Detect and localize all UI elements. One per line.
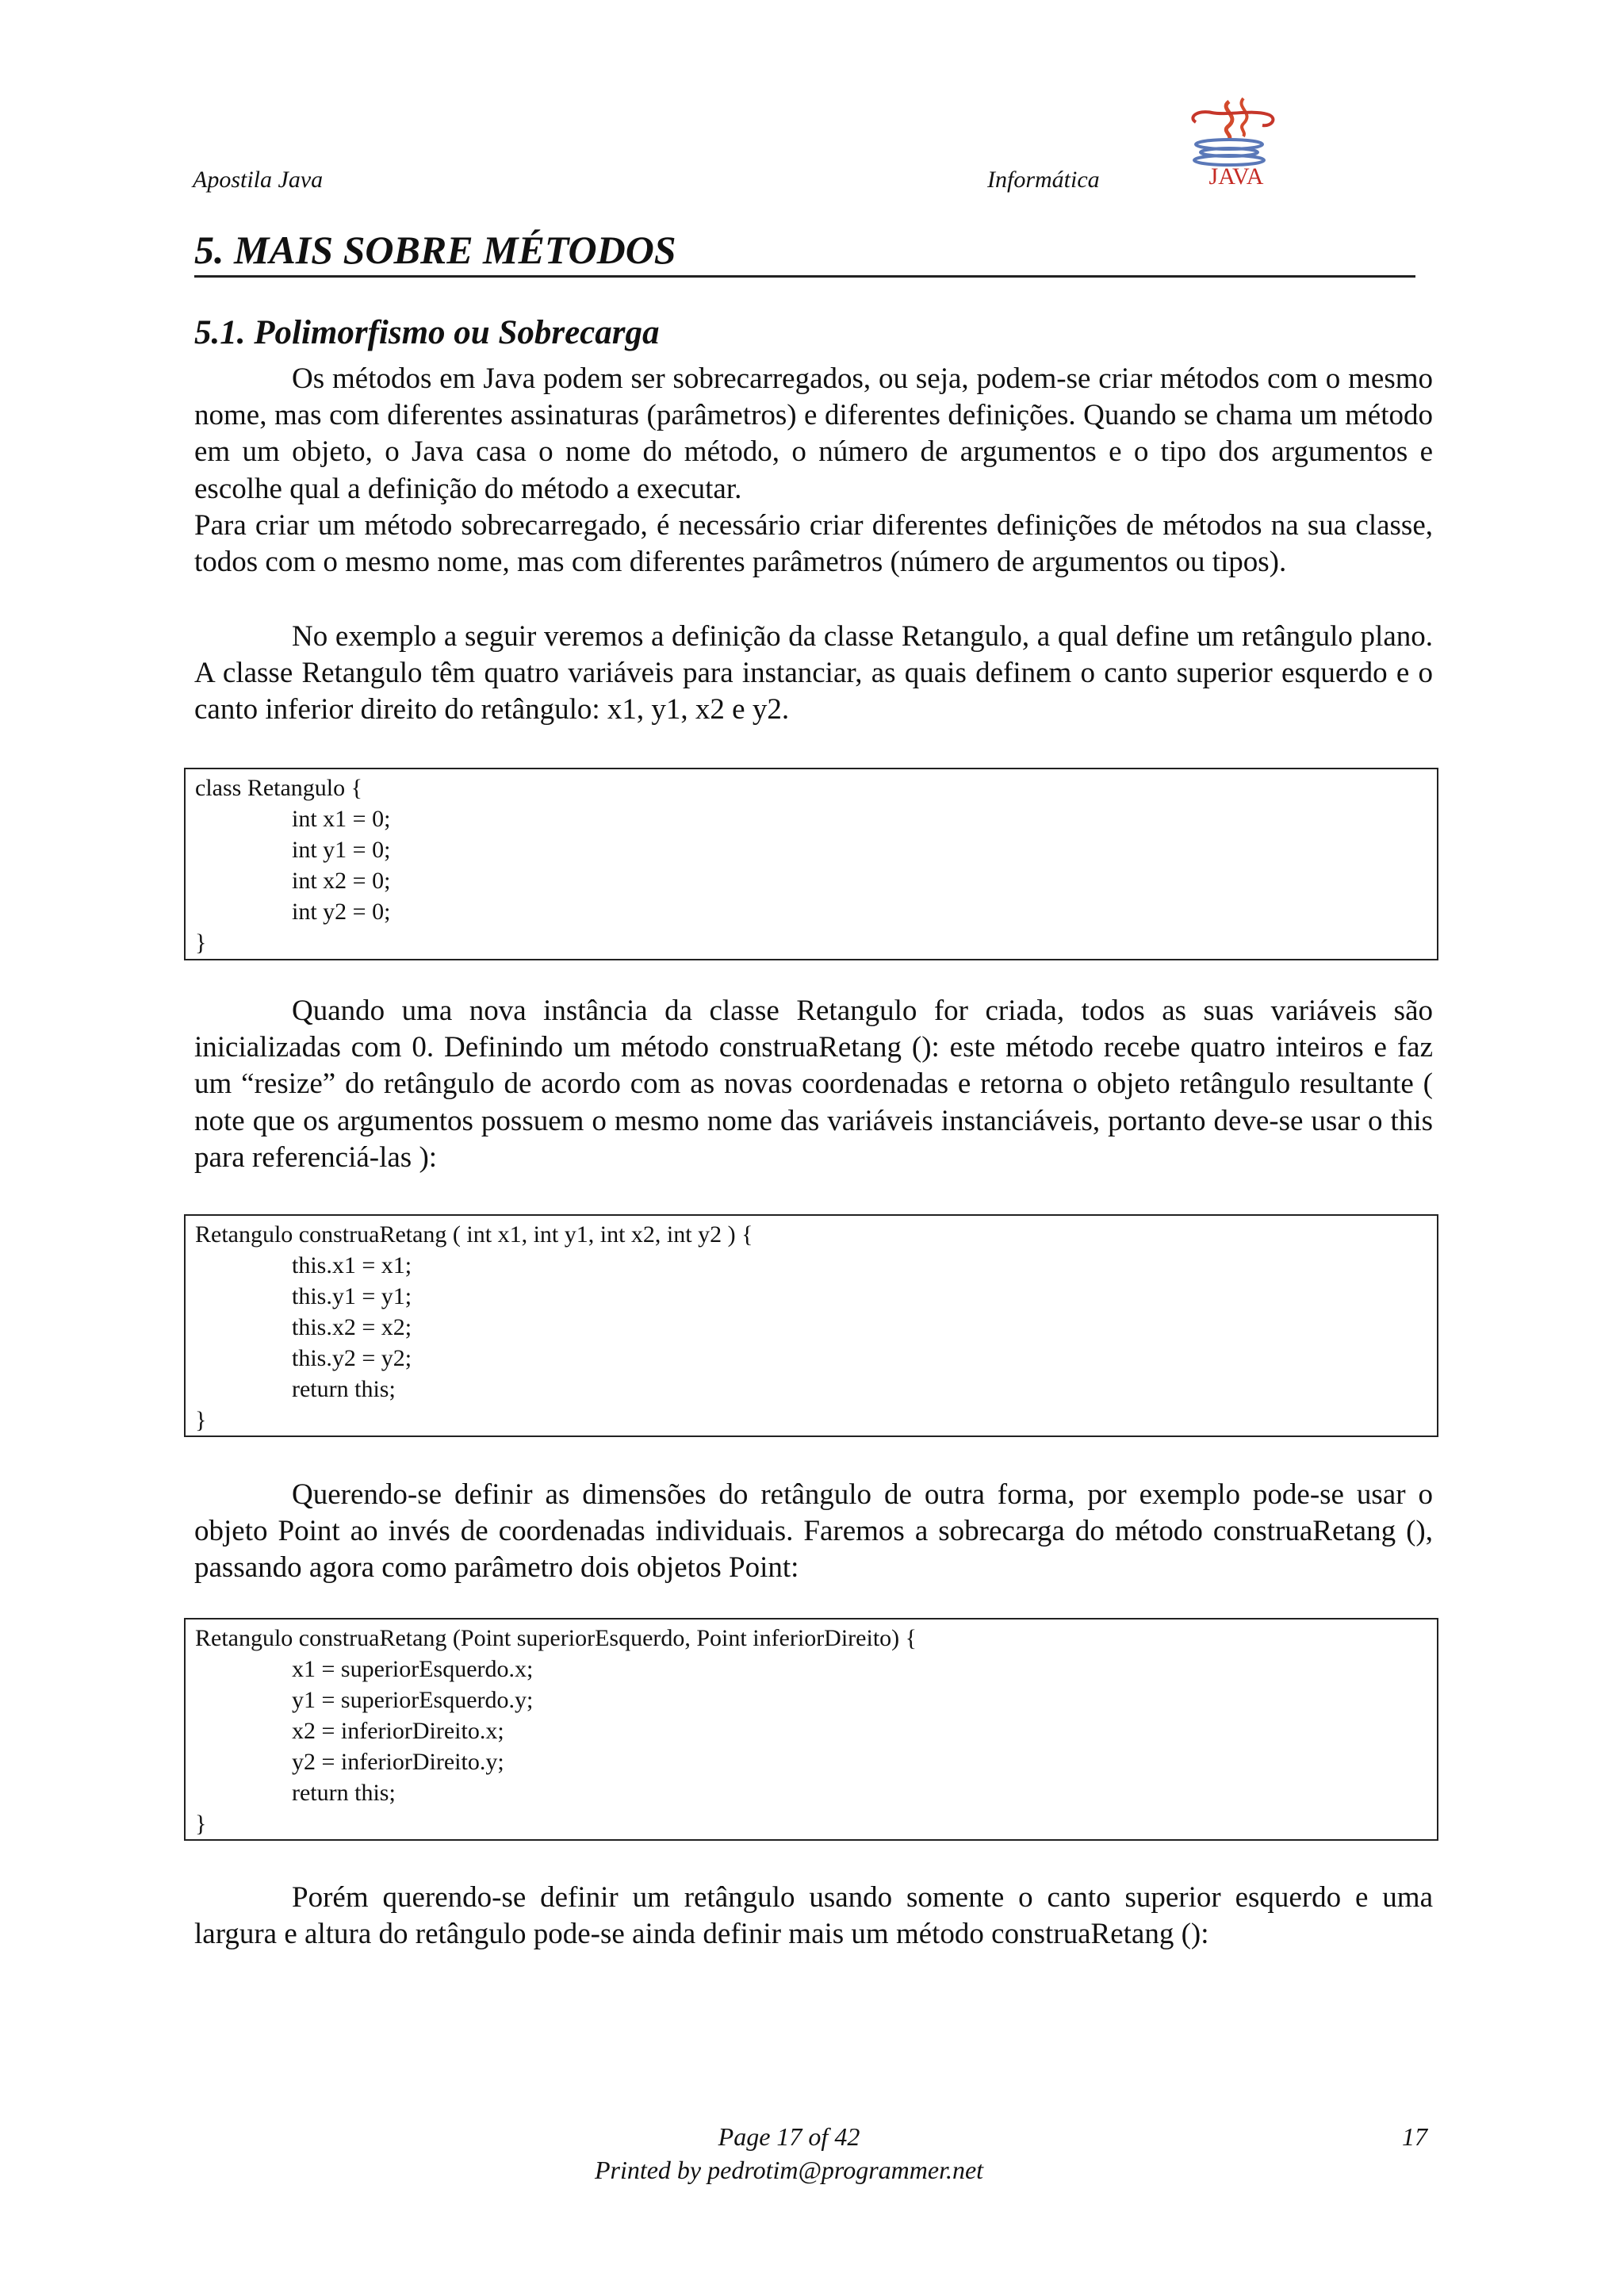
code-line: return this; xyxy=(292,1780,396,1806)
java-logo xyxy=(1180,95,1293,190)
java-logo-text: JAVA xyxy=(1208,163,1264,190)
code-line: int y2 = 0; xyxy=(292,899,391,925)
footer-printed-by: Printed by pedrotim@programmer.net xyxy=(594,2156,984,2184)
code-line: } xyxy=(195,1811,207,1837)
code-line: Retangulo construaRetang (Point superiorEsquerdo, Point inferiorDireito) { xyxy=(195,1625,917,1651)
code-line: return this; xyxy=(292,1376,396,1402)
code-line: int y1 = 0; xyxy=(292,837,391,863)
code-block-construa-retang-points xyxy=(184,1618,1438,1841)
section-title: 5.1. Polimorfismo ou Sobrecarga xyxy=(194,314,660,351)
paragraph-construa-retang: Quando uma nova instância da classe Retangulo for criada, todos as suas variáveis são inicializadas com 0. Definindo um método construaRetang (): este método recebe quatro inteiros e faz um “resize” do retângulo de acordo com as novas coordenadas e retorna o objeto retângulo resultante ( note que os argumentos possuem o mesmo nome das variáveis instanciáveis, portanto deve-se usar o this para referenciá-las ): xyxy=(194,995,1433,1174)
code-block-retangulo-class xyxy=(184,768,1438,960)
code-line: } xyxy=(195,1407,207,1433)
code-line: y2 = inferiorDireito.y; xyxy=(292,1749,504,1775)
code-line: y1 = superiorEsquerdo.y; xyxy=(292,1687,534,1713)
paragraph-create-overloaded: Para criar um método sobrecarregado, é necessário criar diferentes definições de métodos na sua classe, todos com o mesmo nome, mas com diferentes parâmetros (número de argumentos ou tipos). xyxy=(194,509,1433,579)
paragraph-retangulo-example: No exemplo a seguir veremos a definição da classe Retangulo, a qual define um retângulo plano. A classe Retangulo têm quatro variáveis para instanciar, as quais definem o canto superior esquerdo e o canto inferior direito do retângulo: x1, y1, x2 e y2. xyxy=(194,620,1433,726)
code-line: this.x1 = x1; xyxy=(292,1252,412,1278)
paragraph-point-overload: Querendo-se definir as dimensões do retângulo de outra forma, por exemplo pode-se usar o objeto Point ao invés de coordenadas individuais. Faremos a sobrecarga do método construaRetang (), passando agora como parâmetro dois objetos Point: xyxy=(194,1478,1433,1585)
chapter-title: 5. MAIS SOBRE MÉTODOS xyxy=(194,226,1415,278)
code-line: x2 = inferiorDireito.x; xyxy=(292,1718,504,1744)
code-line: this.y2 = y2; xyxy=(292,1345,412,1371)
code-line: this.x2 = x2; xyxy=(292,1314,412,1340)
footer-page-number: 17 xyxy=(1402,2122,1427,2151)
code-line: class Retangulo { xyxy=(195,775,363,801)
paragraph-overloading-intro: Os métodos em Java podem ser sobrecarregados, ou seja, podem-se criar métodos com o mesmo nome, mas com diferentes assinaturas (parâmetros) e diferentes definições. Quando se chama um método em um objeto, o Java casa o nome do método, o número de argumentos e o tipo dos argumentos e escolhe qual a definição do método a executar. xyxy=(194,362,1433,505)
paragraph-width-height: Porém querendo-se definir um retângulo usando somente o canto superior esquerdo e uma largura e altura do retângulo pode-se ainda definir mais um método construaRetang (): xyxy=(194,1881,1433,1951)
header-doc-title: Apostila Java xyxy=(193,167,324,193)
footer-page-of: Page 17 of 42 xyxy=(718,2122,860,2151)
code-line: x1 = superiorEsquerdo.x; xyxy=(292,1656,534,1682)
code-line: Retangulo construaRetang ( int x1, int y1, int x2, int y2 ) { xyxy=(195,1221,753,1248)
code-line: this.y1 = y1; xyxy=(292,1283,412,1309)
code-line: int x2 = 0; xyxy=(292,868,391,894)
header-subject: Informática xyxy=(987,167,1100,193)
code-block-construa-retang-ints xyxy=(184,1214,1438,1437)
code-line: } xyxy=(195,930,207,956)
code-line: int x1 = 0; xyxy=(292,806,391,832)
